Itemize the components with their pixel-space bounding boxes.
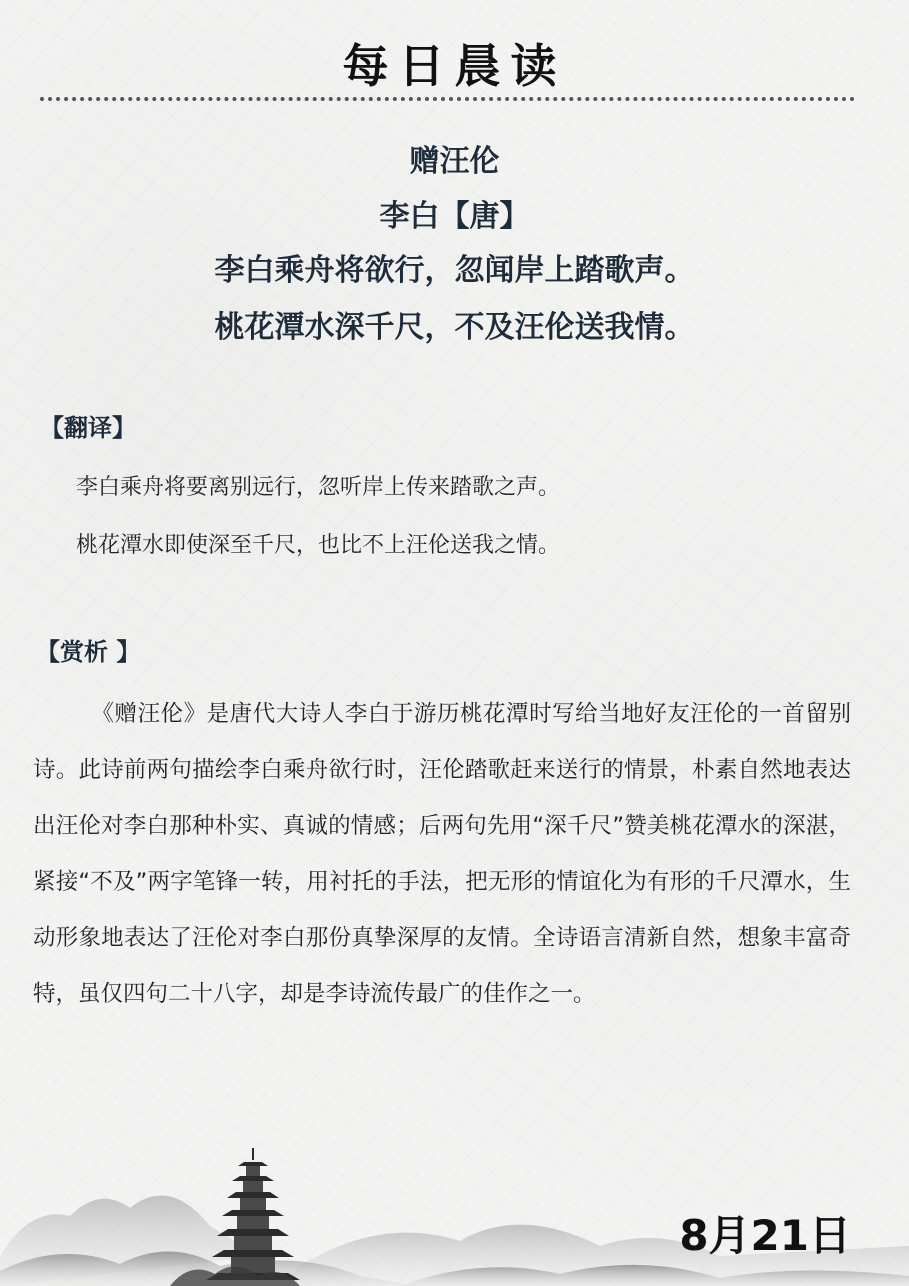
- translation-heading: 【翻译】: [40, 414, 136, 442]
- appreciation-paragraph: 《赠汪伦》是唐代大诗人李白于游历桃花潭时写给当地好友汪伦的一首留别诗。此诗前两句描绘李白乘舟欲行时，汪伦踏歌赶来送行的情景，朴素自然地表达出汪伦对李白那种朴实、真诚的情感；后两句先用“深千尺”赞美桃花潭水的深湛，紧接“不及”两字笔锋一转，用衬托的手法，把无形的情谊化为有形的千尺潭水，生动形象地表达了汪伦对李白那份真挚深厚的友情。全诗语言清新自然，想象丰富奇特，虽仅四句二十八字，却是李诗流传最广的佳作之一。: [33, 701, 851, 1007]
- dotted-divider: [40, 97, 855, 101]
- page-title: 每日晨读: [342, 39, 567, 93]
- appreciation-heading: 【赏析 】: [36, 638, 141, 666]
- date-label: 8月21日: [679, 1211, 851, 1260]
- poem-line: 桃花潭水深千尺，不及汪伦送我情。: [214, 310, 695, 345]
- poem-author: 李白【唐】: [379, 199, 530, 234]
- poem-line: 李白乘舟将欲行，忽闻岸上踏歌声。: [214, 253, 695, 288]
- translation-line: 李白乘舟将要离别远行，忽听岸上传来踏歌之声。: [76, 475, 561, 500]
- poem-title: 赠汪伦: [409, 144, 500, 179]
- translation-line: 桃花潭水即使深至千尺，也比不上汪伦送我之情。: [76, 533, 561, 558]
